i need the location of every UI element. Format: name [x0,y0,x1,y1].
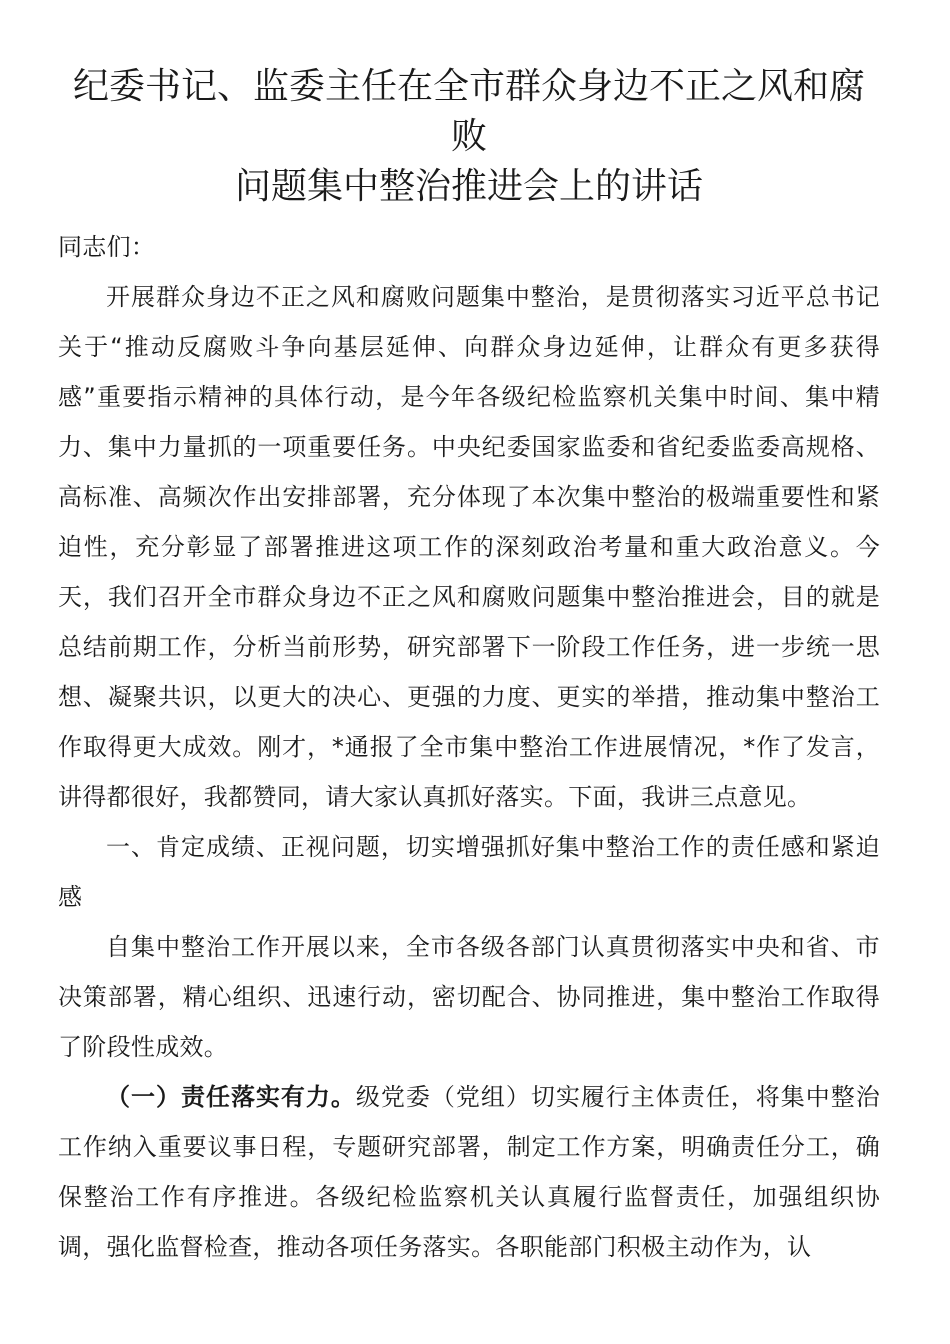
subsection-one-paragraph [58,1072,880,1272]
subsection-one-text: 级党委（党组）切实履行主体责任，将集中整治工作纳入重要议事日程，专题研究部署，制定工作方案，明确责任分工，确保整治工作有序推进。各级纪检监察机关认真履行监督责任，加强组织协调，强化监督检查，推动各项任务落实。各职能部门积极主动作为，认 [58,1083,880,1261]
document-title [58,62,880,212]
salutation: 同志们： [58,233,156,261]
subsection-one-lead: （一）责任落实有力。 [106,1083,356,1111]
opening-paragraph: 开展群众身边不正之风和腐败问题集中整治，是贯彻落实习近平总书记关于“推动反腐败斗争向基层延伸、向群众身边延伸，让群众有更多获得感”重要指示精神的具体行动，是今年各级纪检监察机关集中时间、集中精力、集中力量抓的一项重要任务。中央纪委国家监委和省纪委监委高规格、高标准、高频次作出安排部署，充分体现了本次集中整治的极端重要性和紧迫性，充分彰显了部署推进这项工作的深刻政治考量和重大政治意义。今天，我们召开全市群众身边不正之风和腐败问题集中整治推进会，目的就是总结前期工作，分析当前形势，研究部署下一阶段工作任务，进一步统一思想、凝聚共识，以更大的决心、更强的力度、更实的举措，推动集中整治工作取得更大成效。刚才，*通报了全市集中整治工作进展情况，*作了发言，讲得都很好，我都赞同，请大家认真抓好落实。下面，我讲三点意见。 [58,283,880,811]
section-heading-one: 一、肯定成绩、正视问题，切实增强抓好集中整治工作的责任感和紧迫感 [58,833,880,911]
title-line-2: 问题集中整治推进会上的讲话 [234,166,703,207]
achievement-paragraph: 自集中整治工作开展以来，全市各级各部门认真贯彻落实中央和省、市决策部署，精心组织、迅速行动，密切配合、协同推进，集中整治工作取得了阶段性成效。 [58,933,880,1061]
title-line-1: 纪委书记、监委主任在全市群众身边不正之风和腐败 [72,66,865,157]
